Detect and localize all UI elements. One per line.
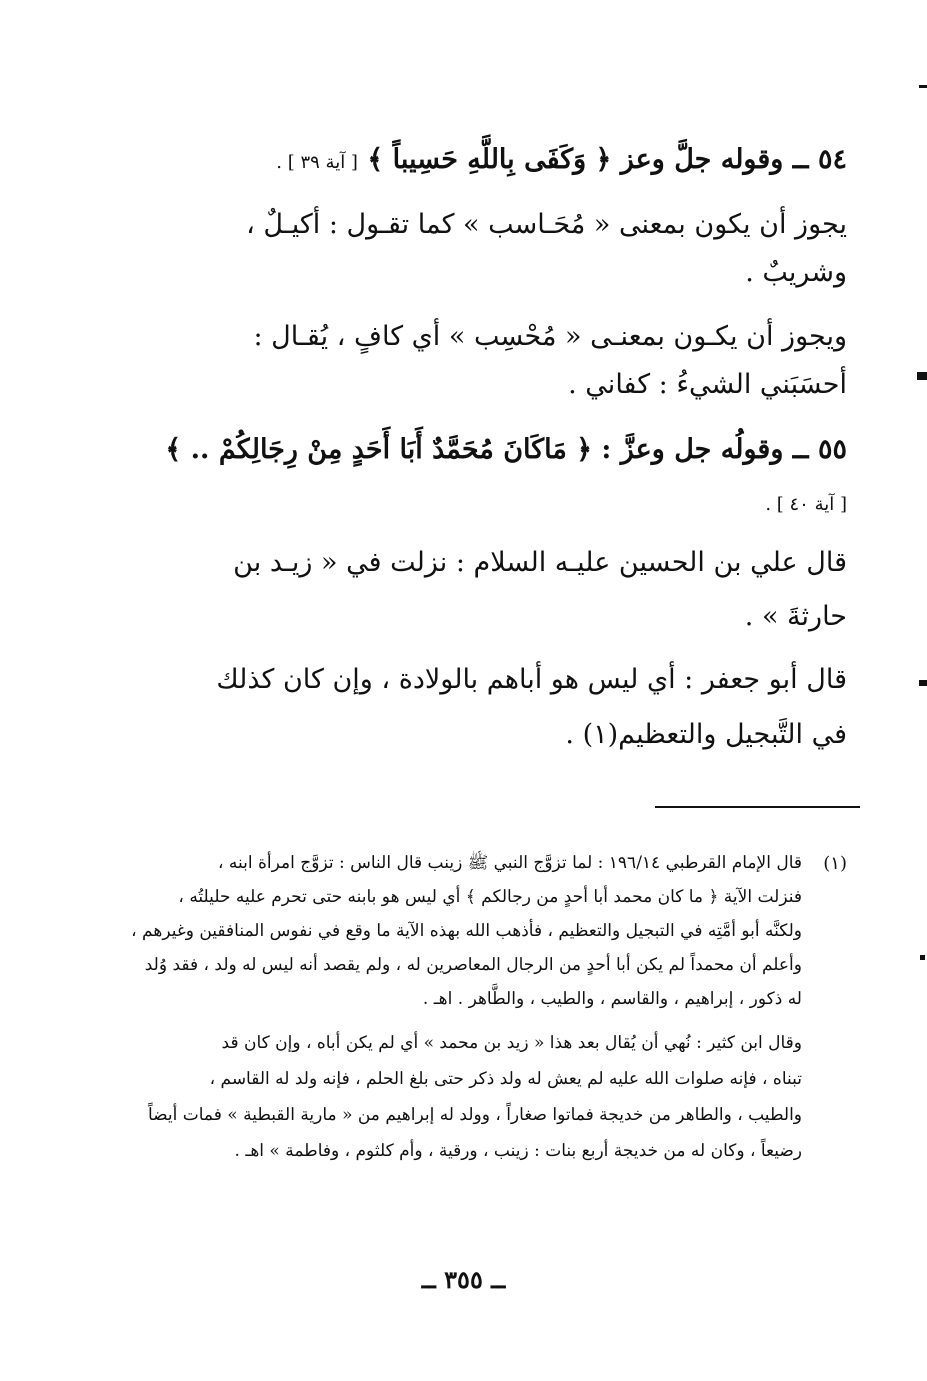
footnote-line: فنزلت الآية ﴿ ما كان محمد أبا أحدٍ من رجالكم ﴾ أي ليس هو بابنه حتى تحرم عليه حليلتُه ،: [178, 887, 802, 907]
footnote-separator: [655, 806, 860, 808]
footnote-line: تبناه ، فإنه صلوات الله عليه لم يعش له ولد ذكر حتى بلغ الحلم ، فإنه ولد له القاسم ،: [209, 1069, 802, 1089]
entry-55-para-a-line1: قال علي بن الحسين عليـه السلام : نزلت في « زيـد بن: [233, 547, 847, 578]
page-number: ــ ٣٥٥ ــ: [421, 1265, 506, 1294]
entry-54-para-a-line1: يجوز أن يكون بمعنى « مُحَـاسب » كما تقـول : أكيـلٌ ،: [246, 209, 847, 240]
entry-54-number: ٥٤ ــ: [792, 144, 847, 175]
entry-55-para-b-line1: قال أبو جعفر : أي ليس هو أباهم بالولادة ، وإن كان كذلك: [216, 664, 847, 695]
scan-edge-mark: [920, 955, 925, 960]
scan-edge-mark: [919, 85, 927, 88]
footnote-line: قال الإمام القرطبي ١٩٦/١٤ : لما تزوَّج النبي ﷺ زينب قال الناس : تزوَّج امرأة ابنه ،: [218, 853, 802, 873]
entry-54-verse: وقوله جلَّ وعز ﴿ وَكَفَى بِاللَّهِ حَسِيباً ﴾: [367, 144, 784, 175]
entry-55-heading: ٥٥ ــ وقولُه جل وعزَّ : ﴿ مَاكَانَ مُحَمَّدٌ أَبَا أَحَدٍ مِنْ رِجَالِكُمْ .. ﴾: [165, 434, 847, 465]
footnote-line: وقال ابن كثير : نُهي أن يُقال بعد هذا « زيد بن محمد » أي لم يكن أباه ، وإن كان قد: [221, 1033, 802, 1053]
entry-54-heading: [105, 140, 847, 183]
entry-55-para-b-line2: في التَّبجيل والتعظيم(١) .: [565, 719, 847, 750]
entry-55-ayah-ref: [ آية ٤٠ ] .: [765, 494, 847, 515]
entry-55-para-a-line2: حارثةَ » .: [744, 601, 847, 632]
footnote-line: رضيعاً ، وكان له من خديجة أربع بنات : زينب ، ورقية ، وأم كلثوم ، وفاطمة » اهـ .: [234, 1141, 802, 1161]
entry-54-para-a-line2: وشريبٌ .: [745, 257, 847, 288]
entry-54-para-b-line1: ويجوز أن يكـون بمعنـى « مُحْسِب » أي كافٍ ، يُقـال :: [253, 321, 847, 352]
footnote-line: وأعلم أن محمداً لم يكن أبا أحدٍ من الرجال المعاصرين له ، ولم يقصد أنه ليس له ولد ، فقد وُلد: [144, 955, 802, 975]
footnote-line: له ذكور ، إبراهيم ، والقاسم ، والطيب ، والطَّاهر . اهـ .: [422, 989, 802, 1009]
scan-edge-mark: [917, 372, 927, 380]
footnote-line: ولكنَّه أبو أمَّتِه في التبجيل والتعظيم ، فأذهب الله بهذه الآية ما وقع في نفوس المنافقين وغيرهم ،: [131, 921, 802, 941]
footnote-marker: (١): [823, 853, 847, 874]
footnote-line: والطيب ، والطاهر من خديجة فماتوا صغاراً ، وولد له إبراهيم من « مارية القبطية » فمات أيضاً: [147, 1105, 802, 1125]
scan-edge-mark: [919, 680, 927, 686]
entry-54-para-b-line2: أحسَبَني الشيءُ : كفاني .: [568, 369, 847, 400]
entry-54-ayah-ref: [ آية ٣٩ ] .: [276, 152, 358, 173]
